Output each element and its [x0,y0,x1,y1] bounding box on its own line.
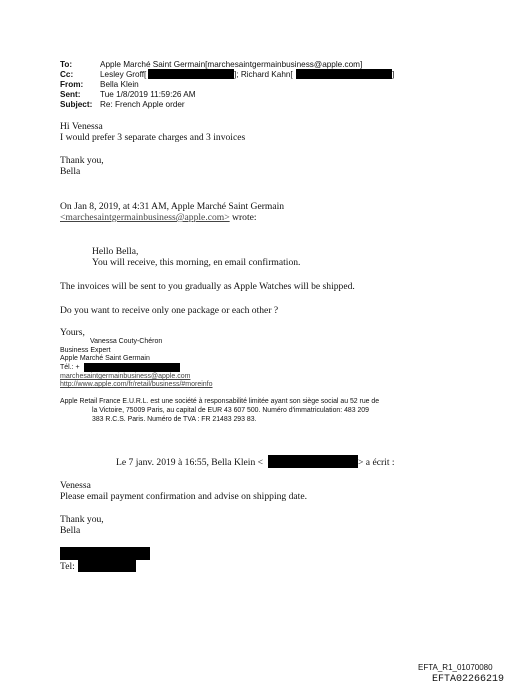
sent-value: Tue 1/8/2019 11:59:26 AM [100,90,196,99]
redaction-cc-2 [296,69,395,79]
sent-label: Sent: [60,90,81,99]
quote1-receive: You will receive, this morning, en email confirmation. [92,257,301,268]
legal-line-3: 383 R.C.S. Paris. Numéro de TVA : FR 21483 293 83. [92,416,257,423]
reply-thanks: Thank you, [60,155,104,166]
quote2-tel: Tel: [60,561,75,572]
quote2-intro-end: > a écrit : [358,457,395,468]
sig-title: Business Expert [60,347,111,354]
quote1-intro: On Jan 8, 2019, at 4:31 AM, Apple Marché Saint Germain [60,201,285,212]
sig-name: Vanessa Couty-Chéron [90,338,163,345]
quote2-intro-start: Le 7 janv. 2019 à 16:55, Bella Klein < [116,457,264,468]
quote1-intro-line-2 [60,212,257,223]
bates-number-1: EFTA_R1_01070080 [418,663,493,672]
quote1-yours: Yours, [60,327,85,338]
legal-line-1: Apple Retail France E.U.R.L. est une société à responsabilité limitée ayant son siège social au 52 rue de [60,398,380,405]
quote2-line-1: Please email payment confirmation and advise on shipping date. [60,491,307,502]
quote2-greeting: Venessa [60,480,91,491]
cc-name-1: Lesley Groff[ [100,70,147,79]
redaction-cc-1 [148,69,234,79]
sig-email-link[interactable]: marchesaintgermainbusiness@apple.com [60,373,191,380]
quote1-wrote: wrote: [229,212,257,223]
reply-greeting: Hi Venessa [60,121,103,132]
quote2-thanks: Thank you, [60,514,104,525]
quote1-invoices: The invoices will be sent to you gradually as Apple Watches will be shipped. [60,281,355,292]
redaction-quote2-email [268,455,358,468]
to-label: To: [60,60,73,69]
sig-store: Apple Marché Saint Germain [60,355,150,362]
quote1-question: Do you want to receive only one package or each other ? [60,305,279,316]
quote1-email-link[interactable]: <marchesaintgermainbusiness@apple.com> [60,212,230,223]
subject-label: Subject: [60,100,93,109]
redaction-sig-tel [84,363,180,372]
sig-tel: Tél.: + [60,364,80,371]
reply-line-1: I would prefer 3 separate charges and 3 invoices [60,132,246,143]
legal-line-2: la Victoire, 75009 Paris, au capital de EUR 43 607 500. Numéro d'immatriculation: 483 209 [92,407,369,414]
reply-signature-name: Bella [60,166,81,177]
subject-value: Re: French Apple order [100,100,185,109]
from-label: From: [60,80,84,89]
cc-separator: ]; Richard Kahn[ [234,70,293,79]
sig-url-link[interactable]: http://www.apple.com/fr/retail/business/#moreinfo [60,381,213,388]
cc-end: ] [392,70,395,79]
quote1-hello: Hello Bella, [92,246,139,257]
from-value: Bella Klein [100,80,139,89]
quote2-name: Bella [60,525,81,536]
bates-number-2: EFTA02266219 [432,674,505,685]
cc-label: Cc: [60,70,74,79]
redaction-quote2-tel [78,559,136,572]
to-value: Apple Marché Saint Germain[marchesaintgermainbusiness@apple.com] [100,60,363,69]
